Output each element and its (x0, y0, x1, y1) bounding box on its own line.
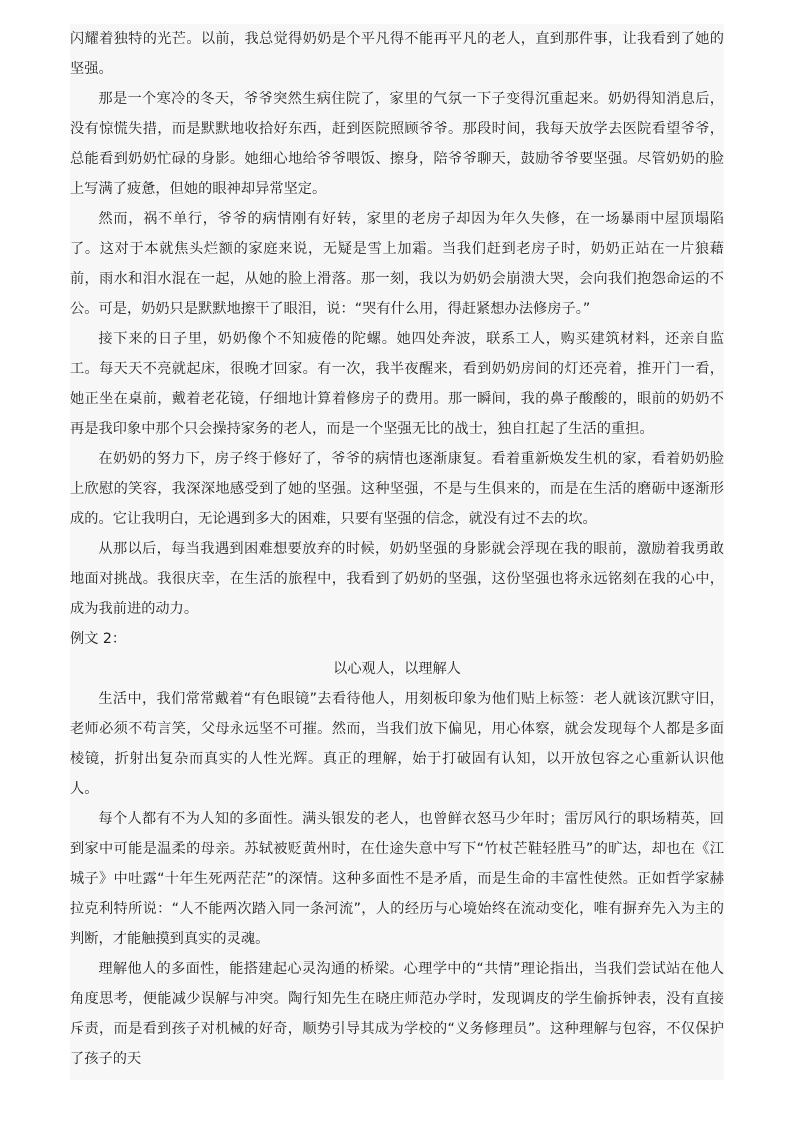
example-label: 例文 2： (70, 631, 127, 647)
essay1-paragraph-3: 然而，祸不单行，爷爷的病情刚有好转，家里的老房子却因为年久失修，在一场暴雨中屋顶塌陷了。这对于本就焦头烂额的家庭来说，无疑是雪上加霜。当我们赶到老房子时，奶奶正站在一片狼藉前，雨水和泪水混在一起，从她的脸上滑落。那一刻，我以为奶奶会崩溃大哭，会向我们抱怨命运的不公。可是，奶奶只是默默地擦干了眼泪，说：“哭有什么用，得赶紧想办法修房子。” (70, 211, 724, 317)
essay1-paragraph-1: 闪耀着独特的光芒。以前，我总觉得奶奶是个平凡得不能再平凡的老人，直到那件事，让我看到了她的坚强。 (70, 31, 724, 77)
document-page (70, 24, 724, 1080)
essay2-paragraph-3: 理解他人的多面性，能搭建起心灵沟通的桥梁。心理学中的“共情”理论指出，当我们尝试站在他人角度思考，便能减少误解与冲突。陶行知先生在晓庄师范办学时，发现调皮的学生偷拆钟表，没有直接斥责，而是看到孩子对机械的好奇，顺势引导其成为学校的“义务修理员”。这种理解与包容，不仅保护了孩子的天 (70, 961, 724, 1067)
essay2-paragraph-1: 生活中，我们常常戴着“有色眼镜”去看待他人，用刻板印象为他们贴上标签：老人就该沉默守旧，老师必须不苟言笑，父母永远坚不可摧。然而，当我们放下偏见，用心体察，就会发现每个人都是多面棱镜，折射出复杂而真实的人性光辉。真正的理解，始于打破固有认知，以开放包容之心重新认识他人。 (70, 691, 724, 797)
essay2-title: 以心观人，以理解人 (333, 661, 461, 677)
essay2-paragraph-2: 每个人都有不为人知的多面性。满头银发的老人，也曾鲜衣怒马少年时；雷厉风行的职场精英，回到家中可能是温柔的母亲。苏轼被贬黄州时，在仕途失意中写下“竹杖芒鞋轻胜马”的旷达，却也在《江城子》中吐露“十年生死两茫茫”的深情。这种多面性不是矛盾，而是生命的丰富性使然。正如哲学家赫拉克利特所说：“人不能两次踏入同一条河流”，人的经历与心境始终在流动变化，唯有摒弃先入为主的判断，才能触摸到真实的灵魂。 (70, 811, 724, 947)
essay1-paragraph-5: 在奶奶的努力下，房子终于修好了，爷爷的病情也逐渐康复。看着重新焕发生机的家，看着奶奶脸上欣慰的笑容，我深深地感受到了她的坚强。这种坚强，不是与生俱来的，而是在生活的磨砺中逐渐形成的。它让我明白，无论遇到多大的困难，只要有坚强的信念，就没有过不去的坎。 (70, 451, 724, 527)
essay1-paragraph-2: 那是一个寒冷的冬天，爷爷突然生病住院了，家里的气氛一下子变得沉重起来。奶奶得知消息后，没有惊慌失措，而是默默地收拾好东西，赶到医院照顾爷爷。那段时间，我每天放学去医院看望爷爷，总能看到奶奶忙碌的身影。她细心地给爷爷喂饭、擦身，陪爷爷聊天，鼓励爷爷要坚强。尽管奶奶的脸上写满了疲惫，但她的眼神却异常坚定。 (70, 91, 724, 197)
essay1-paragraph-4: 接下来的日子里，奶奶像个不知疲倦的陀螺。她四处奔波，联系工人，购买建筑材料，还亲自监工。每天天不亮就起床，很晚才回家。有一次，我半夜醒来，看到奶奶房间的灯还亮着，推开门一看，她正坐在桌前，戴着老花镜，仔细地计算着修房子的费用。那一瞬间，我的鼻子酸酸的，眼前的奶奶不再是我印象中那个只会操持家务的老人，而是一个坚强无比的战士，独自扛起了生活的重担。 (70, 331, 724, 437)
essay1-paragraph-6: 从那以后，每当我遇到困难想要放弃的时候，奶奶坚强的身影就会浮现在我的眼前，激励着我勇敢地面对挑战。我很庆幸，在生活的旅程中，我看到了奶奶的坚强，这份坚强也将永远铭刻在我的心中，成为我前进的动力。 (70, 541, 724, 617)
